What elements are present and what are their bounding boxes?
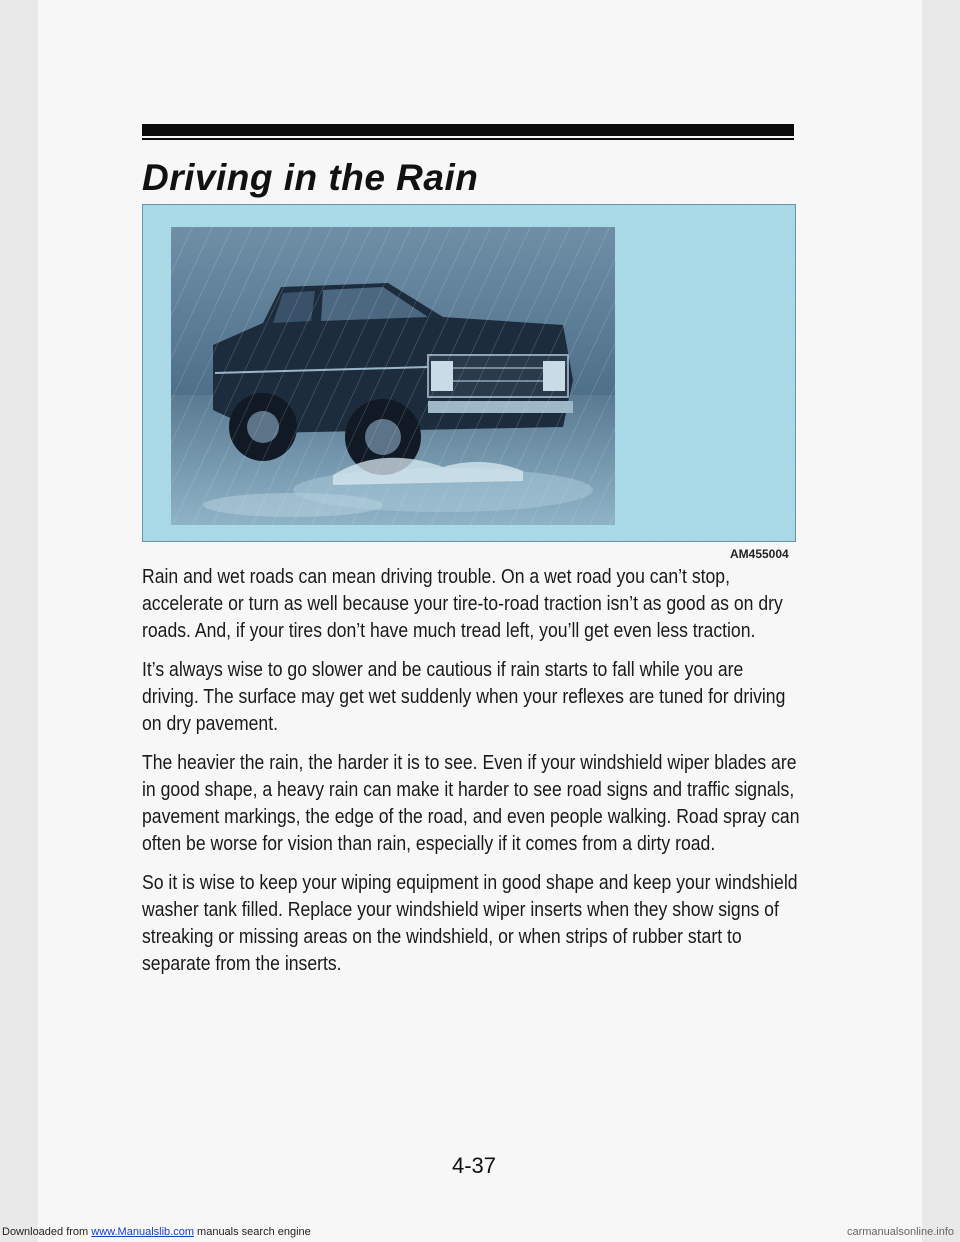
header-rule — [142, 124, 794, 136]
rain-truck-illustration — [142, 204, 796, 542]
paragraph-1: Rain and wet roads can mean driving trouble. On a wet road you can’t stop, accelerate or turn as well because your tire-to-road traction isn’t as good as on dry roads. And, if your tires don’t have much tread left, you’ll get even less traction. — [142, 566, 783, 642]
footer-download-note — [2, 1226, 311, 1238]
truck-in-rain-image — [143, 205, 795, 541]
paragraph-4: So it is wise to keep your wiping equipment in good shape and keep your windshield washer tank filled. Replace your windshield wiper inserts when they show signs of streaking or missing areas on the windshield, or when strips of rubber start to separate from the inserts. — [142, 872, 798, 975]
page-number: 4-37 — [452, 1153, 497, 1178]
footer-suffix: manuals search engine — [193, 1226, 311, 1238]
body-text — [142, 564, 804, 990]
section-title: Driving in the Rain — [142, 157, 479, 198]
header-rule-thin — [142, 138, 794, 140]
footer-prefix: Downloaded from — [2, 1226, 92, 1238]
watermark-text: carmanualsonline.info — [846, 1226, 954, 1238]
paragraph-3: The heavier the rain, the harder it is to see. Even if your windshield wiper blades are in good shape, a heavy rain can make it harder to see road signs and traffic signals, pavement markings, the edge of the road, and even people walking. Road spray can often be worse for vision than rain, especially if it comes from a dirty road. — [142, 752, 800, 855]
manualslib-link[interactable]: www.Manualslib.com — [91, 1226, 194, 1238]
figure-id: AM455004 — [730, 547, 789, 561]
paragraph-2: It’s always wise to go slower and be cautious if rain starts to fall while you are driving. The surface may get wet suddenly when your reflexes are tuned for driving on dry pavement. — [142, 659, 786, 735]
